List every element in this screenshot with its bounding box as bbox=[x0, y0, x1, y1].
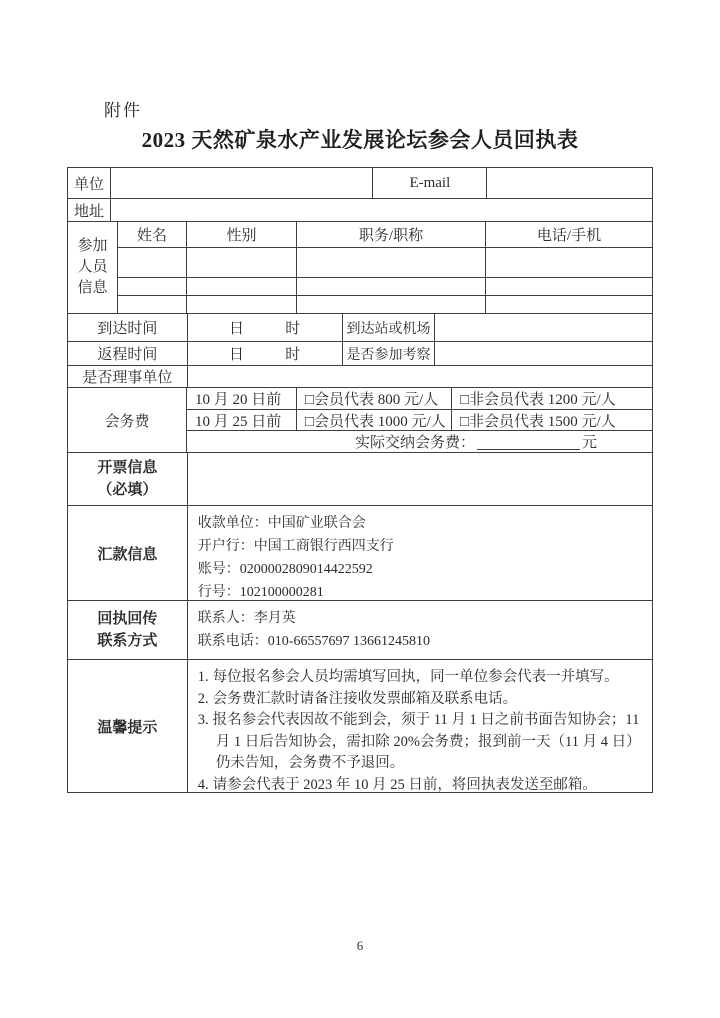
header-name: 姓名 bbox=[118, 222, 187, 248]
unit-row bbox=[68, 168, 653, 199]
contact-row bbox=[68, 601, 653, 660]
fee-tier-row bbox=[187, 388, 653, 410]
note-item-2: 2. 会务费汇款时请备注接收发票邮箱及联系电话。 bbox=[197, 690, 518, 707]
arrival-label: 到达时间 bbox=[68, 314, 188, 342]
header-title: 职务/职称 bbox=[297, 222, 486, 248]
header-gender: 性别 bbox=[187, 222, 297, 248]
hour-label: 时 bbox=[285, 347, 301, 363]
hour-label: 时 bbox=[285, 321, 301, 337]
page-number: 6 bbox=[356, 938, 364, 953]
notes-label: 温馨提示 bbox=[68, 660, 188, 793]
day-label: 日 bbox=[229, 321, 245, 337]
arrival-station-value-cell bbox=[435, 314, 653, 342]
header-phone: 电话/手机 bbox=[486, 222, 653, 248]
fee-label: 会务费 bbox=[68, 388, 187, 453]
fee-member-option-1: □会员代表 800 元/人 bbox=[297, 388, 452, 410]
participant-row bbox=[118, 278, 653, 296]
fee-deadline-1: 10 月 20 日前 bbox=[187, 388, 297, 410]
arrival-row bbox=[68, 314, 653, 342]
participant-row bbox=[118, 296, 653, 314]
fee-actual-row bbox=[187, 431, 653, 453]
remittance-details bbox=[188, 506, 653, 601]
attachment-label: 附件 bbox=[104, 101, 142, 120]
notes-list bbox=[188, 660, 653, 793]
fee-nonmember-option-2: □非会员代表 1500 元/人 bbox=[452, 410, 653, 431]
contact-phone-line: 联系电话：010-66557697 13661245810 bbox=[197, 634, 430, 649]
contact-label: 回执回传 联系方式 bbox=[68, 601, 188, 660]
invoice-value-cell bbox=[188, 453, 653, 506]
fee-section bbox=[68, 388, 653, 453]
invoice-row bbox=[68, 453, 653, 506]
fee-tier-row bbox=[187, 410, 653, 431]
remittance-row bbox=[68, 506, 653, 601]
bank-code-line: 行号：102100000281 bbox=[197, 585, 324, 600]
fee-member-option-2: □会员代表 1000 元/人 bbox=[297, 410, 452, 431]
reply-form-table bbox=[67, 167, 653, 793]
address-row bbox=[68, 199, 653, 222]
fee-actual-underline bbox=[477, 434, 580, 450]
note-item-1: 1. 每位报名参会人员均需填写回执，同一单位参会代表一并填写。 bbox=[197, 669, 619, 685]
arrival-time-cell bbox=[188, 314, 343, 342]
fee-actual-unit: 元 bbox=[581, 435, 597, 451]
remittance-label: 汇款信息 bbox=[68, 506, 188, 601]
invoice-label: 开票信息 （必填） bbox=[68, 453, 188, 506]
participants-label: 参加 人员 信息 bbox=[68, 222, 118, 314]
contact-person-line: 联系人：李月英 bbox=[197, 611, 296, 626]
address-value-cell bbox=[111, 199, 653, 222]
return-time-cell bbox=[188, 342, 343, 366]
council-label: 是否理事单位 bbox=[68, 366, 188, 388]
fee-nonmember-option-1: □非会员代表 1200 元/人 bbox=[452, 388, 653, 410]
note-item-4: 4. 请参会代表于 2023 年 10 月 25 日前，将回执表发送至邮箱。 bbox=[197, 776, 597, 793]
participants-section bbox=[68, 222, 653, 314]
return-label: 返程时间 bbox=[68, 342, 188, 366]
payee-line: 收款单位：中国矿业联合会 bbox=[197, 516, 366, 531]
day-label: 日 bbox=[229, 347, 245, 363]
council-value-cell bbox=[188, 366, 653, 388]
bank-line: 开户行：中国工商银行西四支行 bbox=[197, 539, 394, 554]
notes-row bbox=[68, 660, 653, 793]
account-line: 账号：0200002809014422592 bbox=[197, 562, 373, 577]
email-label: E-mail bbox=[373, 168, 487, 199]
inspection-value-cell bbox=[435, 342, 653, 366]
page-title: 2023 天然矿泉水产业发展论坛参会人员回执表 bbox=[141, 128, 579, 152]
unit-value-cell bbox=[111, 168, 374, 199]
return-row bbox=[68, 342, 653, 366]
council-row bbox=[68, 366, 653, 388]
participants-header-row bbox=[118, 222, 653, 248]
contact-details bbox=[188, 601, 653, 660]
fee-actual-label: 实际交纳会务费： bbox=[354, 435, 475, 451]
fee-deadline-2: 10 月 25 日前 bbox=[187, 410, 297, 431]
email-value-cell bbox=[487, 168, 653, 199]
arrival-station-label: 到达站或机场 bbox=[343, 314, 436, 342]
unit-label: 单位 bbox=[68, 168, 111, 199]
note-item-3: 3. 报名参会代表因故不能到会，须于 11 月 1 日之前书面告知协会；11 月 1 日后告知协会，需扣除 20%会务费；报到前一天（11 月 4 日）仍未告知，会务费不予退回。 bbox=[197, 712, 641, 771]
participant-row bbox=[118, 248, 653, 278]
address-label: 地址 bbox=[68, 199, 111, 222]
inspection-label: 是否参加考察 bbox=[343, 342, 436, 366]
